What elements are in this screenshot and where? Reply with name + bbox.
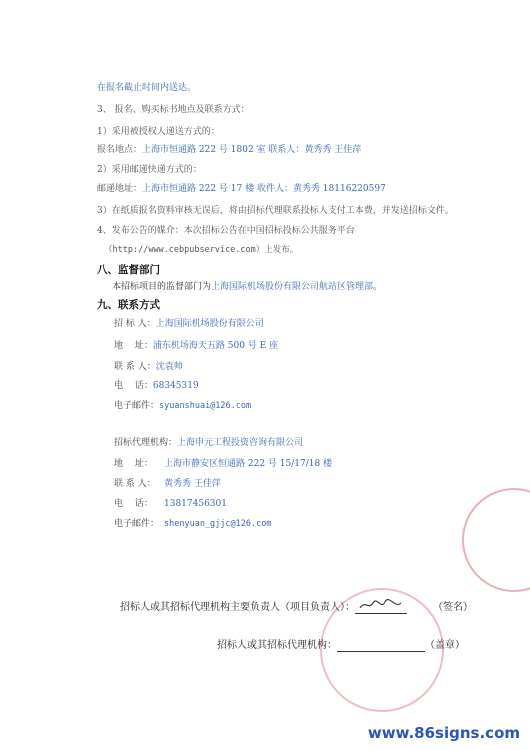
item2-detail-label: 邮递地址： xyxy=(97,184,143,194)
agent-addr-label: 地 址： xyxy=(114,459,153,469)
tenderer-email-label: 电子邮件： xyxy=(114,401,160,411)
signature-line2-suffix: （盖章） xyxy=(425,640,465,651)
agent-email-label: 电子邮件： xyxy=(114,519,160,529)
item1-detail-value: 上海市恒通路 222 号 1802 室 联系人：黄秀秀 王佳萍 xyxy=(142,145,362,155)
site-watermark: www.86signs.com xyxy=(367,724,520,742)
tenderer-phone-value: 68345319 xyxy=(152,381,199,391)
agent-phone-label: 电 话： xyxy=(114,499,153,509)
agent-email-value[interactable]: shenyuan_gjjc@126.com xyxy=(164,519,272,529)
tenderer-contact-row xyxy=(114,361,183,373)
item1-detail-label: 报名地点： xyxy=(97,145,143,155)
handwritten-signature-icon xyxy=(357,598,409,612)
tenderer-email-row xyxy=(114,400,251,412)
agent-name-value: 上海申元工程投资咨询有限公司 xyxy=(177,438,304,448)
section8-heading: 八、监督部门 xyxy=(97,264,160,276)
section3-item2: 2）采用邮递快递方式的： xyxy=(97,165,202,175)
agent-phone-row xyxy=(114,498,227,510)
signature-line2-label: 招标人或其招标代理机构： xyxy=(217,640,337,651)
tenderer-addr-row xyxy=(114,340,278,352)
signature-line-2 xyxy=(217,636,465,652)
agent-name-row xyxy=(114,437,303,449)
agent-phone-value: 13817456301 xyxy=(164,499,227,509)
signature-line-1 xyxy=(120,598,473,614)
section4-url-line: （http://www.cebpubservice.com）上发布。 xyxy=(104,245,299,255)
agent-email-row xyxy=(114,518,271,530)
section3-item3: 3）在纸质报名资料审核无误后，将由招标代理联系投标人支付工本费，并发送招标文件。 xyxy=(97,206,454,216)
agent-addr-value: 上海市静安区恒通路 222 号 15/17/18 楼 xyxy=(164,459,333,469)
tenderer-name-value: 上海国际机场股份有限公司 xyxy=(155,319,264,329)
section3-item1: 1）采用被授权人递送方式的： xyxy=(97,127,220,137)
signature-handwriting-area xyxy=(355,602,407,614)
intro-line: 在报名截止时间内送达。 xyxy=(97,83,197,93)
section3-item1-detail xyxy=(97,144,361,156)
tenderer-contact-value: 沈袁帅 xyxy=(155,362,183,372)
signature-line1-suffix: （签名） xyxy=(433,602,473,613)
section8-text-highlight: 上海国际机场股份有限公司航站区管理部 xyxy=(211,282,374,292)
section9-heading: 九、联系方式 xyxy=(97,299,160,311)
section3-title: 3、 报名、购买标书地点及联系方式： xyxy=(97,105,250,115)
agent-addr-row xyxy=(114,458,332,470)
agent-contact-value: 黄秀秀 王佳萍 xyxy=(164,479,221,489)
tenderer-email-value[interactable]: syuanshuai@126.com xyxy=(159,401,252,411)
tenderer-phone-row xyxy=(114,380,199,392)
section8-text xyxy=(112,281,382,293)
tenderer-contact-label: 联 系 人： xyxy=(114,362,156,372)
seal-underline xyxy=(337,640,425,652)
signature-line1-label: 招标人或其招标代理机构主要负责人（项目负责人）： xyxy=(120,602,355,613)
tenderer-phone-label: 电 话： xyxy=(114,381,153,391)
tenderer-name-label: 招 标 人： xyxy=(114,319,156,329)
agent-contact-label: 联 系 人： xyxy=(114,479,156,489)
section8-text-prefix: 本招标项目的监督部门为 xyxy=(112,282,212,292)
item2-detail-value: 上海市恒通路 222 号 17 楼 收件人：黄秀秀 18116220597 xyxy=(142,184,386,194)
section8-text-suffix: 。 xyxy=(373,282,383,292)
seal-stamp xyxy=(462,488,530,592)
tenderer-name-row xyxy=(114,318,264,330)
agent-contact-row xyxy=(114,478,221,490)
section4-title: 4、发布公告的媒介：本次招标公告在中国招标投标公共服务平台 xyxy=(97,226,355,236)
section3-item2-detail xyxy=(97,183,386,195)
tenderer-addr-label: 地 址： xyxy=(114,341,153,351)
tenderer-addr-value: 浦东机场海天五路 500 号 E 座 xyxy=(152,341,279,351)
agent-name-label: 招标代理机构： xyxy=(114,438,178,448)
